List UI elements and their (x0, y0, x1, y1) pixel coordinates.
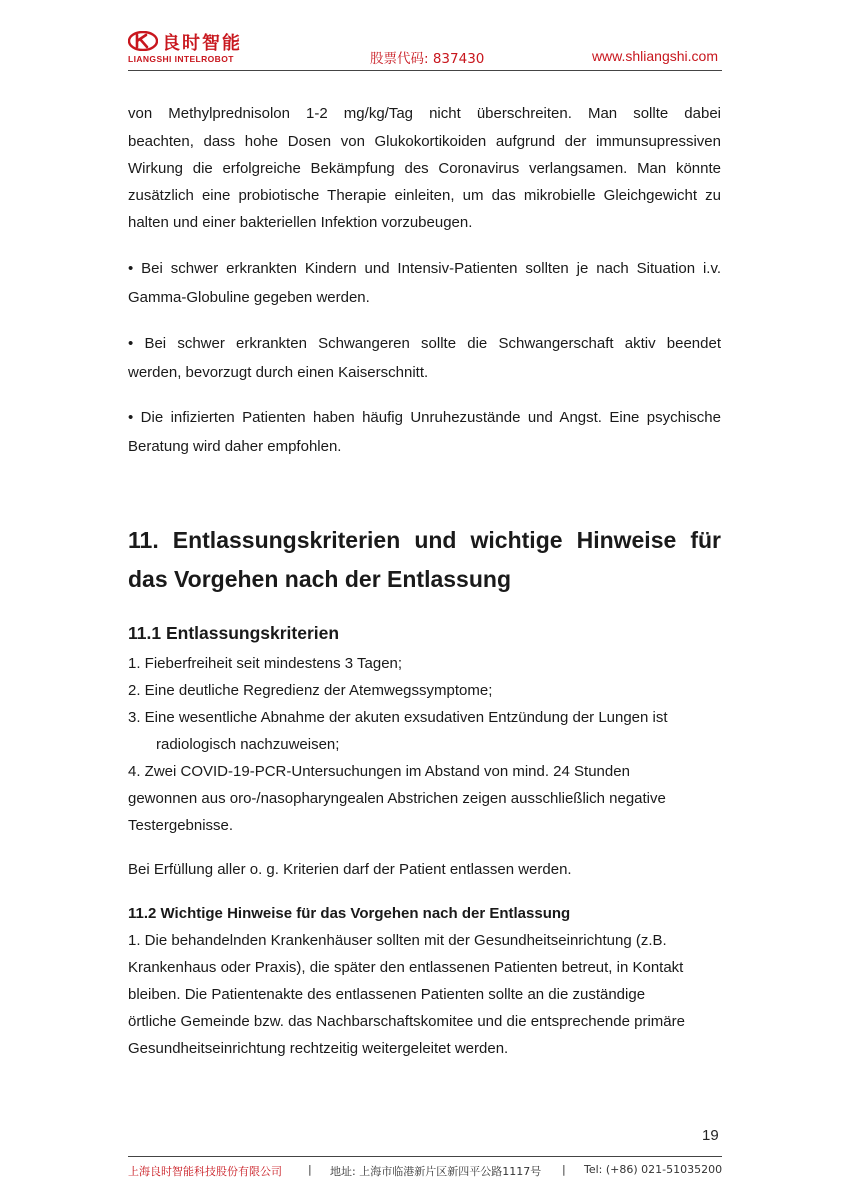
paragraph-line: bleiben. Die Patientenakte des entlassenen Patienten sollte an die zuständige (128, 986, 646, 1003)
paragraph-line: zusätzlich eine probiotische Therapie einleiten, um das mikrobielle Gleichgewicht zu (128, 187, 721, 204)
paragraph-line: beachten, dass hohe Dosen von Glukokortikoiden aufgrund der immunsupressiven (128, 133, 721, 150)
footer-company: 上海良时智能科技股份有限公司 (128, 1165, 282, 1178)
company-logo (128, 28, 258, 68)
footer-address: 地址: 上海市临港新片区新四平公路1117号 (330, 1165, 542, 1178)
criteria-summary: Bei Erfüllung aller o. g. Kriterien darf der Patient entlassen werden. (128, 861, 572, 878)
subsection-heading: 11.2 Wichtige Hinweise für das Vorgehen nach der Entlassung (128, 905, 571, 922)
footer-telephone: Tel: (+86) 021-51035200 (584, 1163, 723, 1176)
bullet-line: • Bei schwer erkrankten Schwangeren sollte die Schwangerschaft aktiv beendet (128, 335, 721, 352)
website-link[interactable]: www.shliangshi.com (591, 48, 718, 64)
page-header (128, 28, 722, 72)
paragraph-line: Wirkung die erfolgreiche Bekämpfung des Coronavirus verlangsamen. Man könnte (128, 160, 721, 177)
logo-english-name: LIANGSHI INTELROBOT (128, 54, 234, 64)
list-item: 3. Eine wesentliche Abnahme der akuten exsudativen Entzündung der Lungen ist (128, 709, 668, 726)
footer-separator: | (562, 1163, 566, 1176)
list-item: radiologisch nachzuweisen; (156, 736, 340, 753)
section-heading-line: 11. Entlassungskriterien und wichtige Hinweise für (128, 527, 721, 553)
stock-code: 股票代码: 837430 (370, 51, 485, 67)
bullet-line: • Die infizierten Patienten haben häufig Unruhezustände und Angst. Eine psychische (128, 409, 721, 426)
list-item: 1. Fieberfreiheit seit mindestens 3 Tagen; (128, 655, 403, 672)
paragraph-line: von Methylprednisolon 1-2 mg/kg/Tag nicht überschreiten. Man sollte dabei (128, 105, 721, 122)
paragraph-line: 1. Die behandelnden Krankenhäuser sollten mit der Gesundheitseinrichtung (z.B. (128, 932, 667, 949)
paragraph-line: Krankenhaus oder Praxis), die später den entlassenen Patienten betreut, in Kontakt (128, 959, 684, 976)
header-divider (128, 70, 722, 71)
list-item: Testergebnisse. (128, 817, 234, 834)
footer-separator: | (308, 1163, 312, 1176)
liangshi-logo-icon (128, 31, 158, 51)
bullet-line: werden, bevorzugt durch einen Kaiserschnitt. (128, 364, 429, 381)
paragraph-line: Gesundheitseinrichtung rechtzeitig weitergeleitet werden. (128, 1040, 509, 1057)
bullet-line: Beratung wird daher empfohlen. (128, 438, 342, 455)
bullet-line: • Bei schwer erkrankten Kindern und Intensiv-Patienten sollten je nach Situation i.v. (128, 260, 721, 277)
logo-chinese-name: 良时智能 (162, 33, 242, 54)
section-heading (128, 521, 721, 599)
footer-divider (128, 1156, 722, 1157)
paragraph-line: halten und einer bakteriellen Infektion vorzubeugen. (128, 214, 473, 231)
page-number: 19 (702, 1127, 719, 1144)
list-item: 2. Eine deutliche Regredienz der Atemwegssymptome; (128, 682, 493, 699)
bullet-line: Gamma-Globuline gegeben werden. (128, 289, 370, 306)
subsection-heading: 11.1 Entlassungskriterien (128, 623, 340, 643)
list-item: gewonnen aus oro-/nasopharyngealen Abstrichen zeigen ausschließlich negative (128, 790, 666, 807)
paragraph-line: örtliche Gemeinde bzw. das Nachbarschaftskomitee und die entsprechende primäre (128, 1013, 685, 1030)
section-heading-line: das Vorgehen nach der Entlassung (128, 566, 511, 592)
list-item: 4. Zwei COVID-19-PCR-Untersuchungen im Abstand von mind. 24 Stunden (128, 763, 630, 780)
